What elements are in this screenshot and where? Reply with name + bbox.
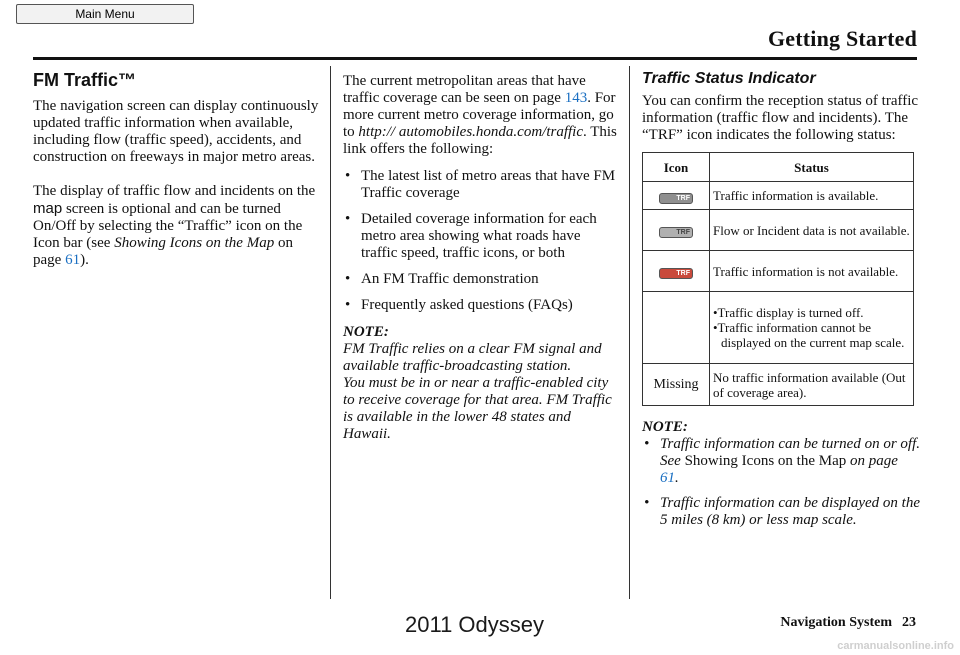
icon-cell: Missing xyxy=(643,364,710,406)
text: The current metropolitan areas that have traffic coverage can be seen on page xyxy=(343,73,586,106)
table-row xyxy=(643,251,914,292)
paragraph-coverage xyxy=(343,73,619,158)
icon-cell xyxy=(643,292,710,364)
column-header-icon: Icon xyxy=(643,153,710,182)
model-watermark: 2011 Odyssey xyxy=(405,612,545,637)
header-rule xyxy=(33,57,917,60)
table-header-row xyxy=(643,153,914,182)
trf-red-icon: TRF xyxy=(659,268,693,279)
list-item: • The latest list of metro areas that have FM Traffic coverage xyxy=(345,168,616,201)
column-2 xyxy=(343,66,619,443)
column-1 xyxy=(33,66,320,269)
page-header-title: Getting Started xyxy=(767,26,917,51)
column-divider-1 xyxy=(330,66,331,599)
text: . This link offers the following: xyxy=(343,124,617,157)
status-line: •Traffic display is turned off. xyxy=(713,305,864,320)
offer-list xyxy=(343,168,619,314)
status-cell: Traffic information is available. xyxy=(710,182,914,210)
status-cell xyxy=(710,292,914,364)
icon-cell xyxy=(643,182,710,210)
paragraph-display-toggle xyxy=(33,183,320,269)
section-title-traffic-status: Traffic Status Indicator xyxy=(642,70,816,87)
status-cell: Traffic information is not available. xyxy=(710,251,914,292)
cross-reference: Showing Icons on the Map xyxy=(114,235,275,251)
note-list xyxy=(642,436,920,529)
column-divider-2 xyxy=(629,66,630,599)
text: ). xyxy=(80,252,89,268)
table-row xyxy=(643,182,914,210)
section-title-fm-traffic: FM Traffic™ xyxy=(33,70,137,90)
website-url: http:// automobiles.honda.com/traffic xyxy=(358,124,583,140)
text: on page xyxy=(33,235,293,268)
trf-gray-icon: TRF xyxy=(659,193,693,204)
text: screen is optional and can be turned On/Off by selecting the “Traffic” icon on the Icon bar (see xyxy=(33,201,303,251)
list-item: • Frequently asked questions (FAQs) xyxy=(345,297,573,313)
list-item: • Traffic information can be displayed on the 5 miles (8 km) or less map scale. xyxy=(644,495,920,528)
note-label: NOTE: xyxy=(642,419,688,435)
page-link[interactable]: 61 xyxy=(660,470,675,486)
status-cell: No traffic information available (Out of coverage area). xyxy=(710,364,914,406)
status-line: •Traffic information cannot be displayed on the current map scale. xyxy=(713,320,905,350)
trf-light-icon: TRF xyxy=(659,227,693,238)
icon-cell xyxy=(643,251,710,292)
note-text: You must be in or near a traffic-enabled city to receive coverage for that area. FM Traffic is available in the lower 48 states and Hawaii. xyxy=(343,375,612,442)
icon-cell xyxy=(643,210,710,251)
map-screen-name: map xyxy=(33,200,63,217)
paragraph-status-intro: You can confirm the reception status of traffic information (traffic flow and incidents). The “TRF” icon indicates the following status: xyxy=(642,93,919,143)
status-cell: Flow or Incident data is not available. xyxy=(710,210,914,251)
status-table xyxy=(642,152,914,406)
page-link[interactable]: 143 xyxy=(564,90,588,106)
note-label: NOTE: xyxy=(343,324,389,340)
footer-navigation xyxy=(780,615,916,631)
page-link[interactable]: 61 xyxy=(65,252,81,268)
page-number: 23 xyxy=(902,615,916,630)
main-menu-button[interactable]: Main Menu xyxy=(16,4,194,24)
note-text: FM Traffic relies on a clear FM signal and available traffic-broadcasting station. xyxy=(343,341,602,374)
site-watermark: carmanualsonline.info xyxy=(837,640,954,652)
list-item: • Detailed coverage information for each metro area showing what roads have traffic speed, traffic icons, or both xyxy=(345,211,597,261)
list-item: • Traffic information can be turned on or off. See Showing Icons on the Map on page 61. xyxy=(644,436,921,486)
table-row xyxy=(643,364,914,406)
table-row xyxy=(643,210,914,251)
list-item: • An FM Traffic demonstration xyxy=(345,271,539,287)
text: . For more current metro coverage information, go to xyxy=(343,90,616,140)
footer-section-label: Navigation System xyxy=(780,615,892,630)
table-row xyxy=(643,292,914,364)
paragraph-intro: The navigation screen can display continuously updated traffic information when available, including flow (traffic speed), accidents, and construction on freeways in major metro areas. xyxy=(33,98,319,165)
text: The display of traffic flow and incidents on the xyxy=(33,183,316,199)
cross-reference: Showing Icons on the Map xyxy=(684,453,847,469)
column-3 xyxy=(642,66,920,529)
column-header-status: Status xyxy=(710,153,914,182)
